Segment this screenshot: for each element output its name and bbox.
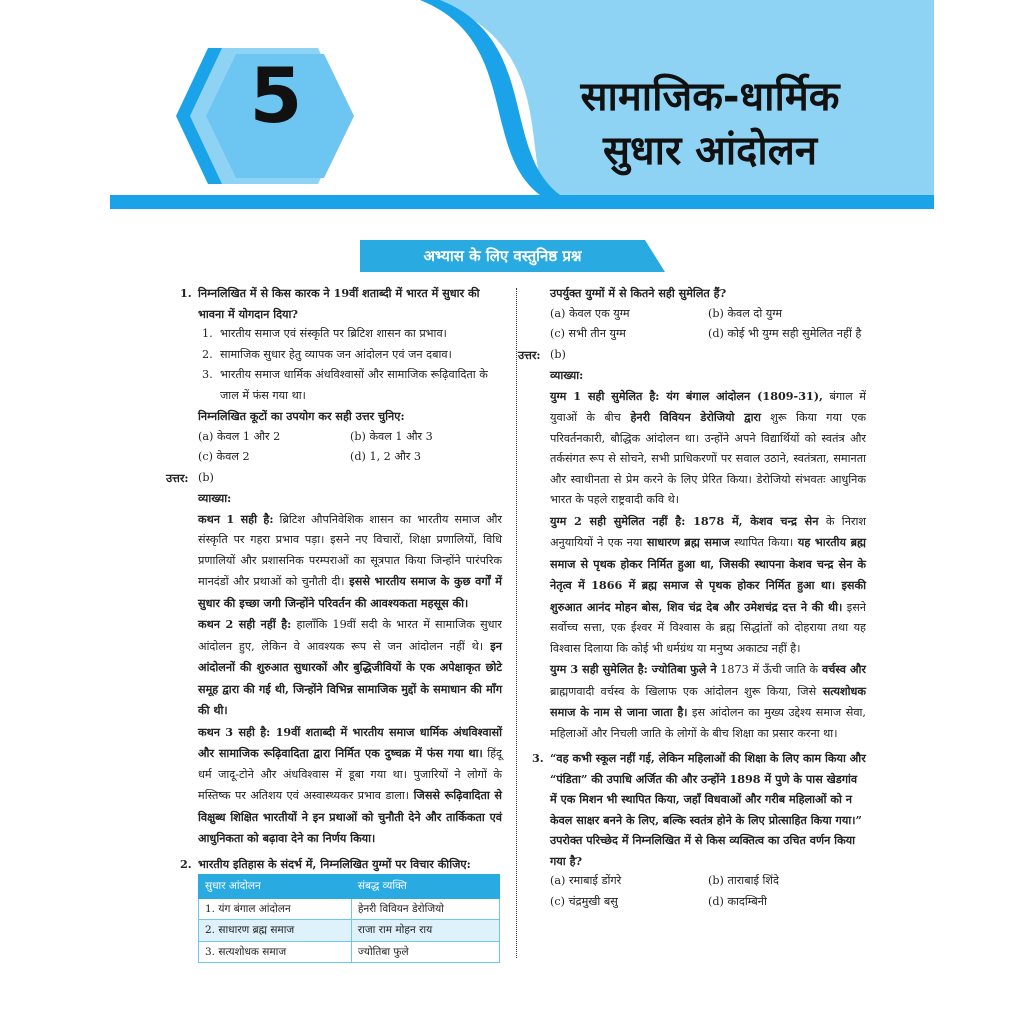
option-c: (c) केवल 2 xyxy=(198,450,250,463)
statement-verdict: कथन 3 सही है: 19वीं शताब्दी में भारतीय समाज धार्मिक अंधविश्वासों और सामाजिक रूढ़िवादिता द्वारा निर्मित एक दुष्चक्र में फंस गया था। xyxy=(198,724,502,760)
left-column xyxy=(168,283,502,963)
statement-verdict: कथन 2 सही नहीं है: xyxy=(198,617,292,631)
paragraph-highlight: यह भारतीय ब्रह्म समाज से पृथक होकर निर्मित हुआ था, जिसकी स्थापना केशव चन्द्र सेन के नेतृत्व में 1866 में ब्रह्म समाज से पृथक होकर निर्मित हुआ था। इसकी शुरुआत आनंद मोहन बोस, शिव चंद्र देब और उमेशचंद्र दत्त ने की थी। xyxy=(550,535,866,614)
option-d: (d) 1, 2 और 3 xyxy=(350,450,422,463)
question-text: निम्नलिखित में से किस कारक ने 19वीं शताब्दी में भारत में सुधार की भावना में योगदान दिया? xyxy=(198,286,480,321)
statement-verdict: कथन 1 सही है: xyxy=(198,511,274,526)
options xyxy=(550,871,866,912)
question-1 xyxy=(168,283,502,324)
chapter-title-line1: सामाजिक-धार्मिक xyxy=(580,74,840,120)
paragraph-highlight: हेनरी विवियन डेरोजियो द्वारा xyxy=(620,410,761,424)
paragraph-text: स्थापित किया। xyxy=(729,536,794,549)
statement-text: भारतीय समाज एवं संस्कृति पर ब्रिटिश शासन का प्रभाव। xyxy=(220,327,447,340)
pair-verdict: युग्म 3 सही सुमेलित है: ज्योतिबा फुले ने xyxy=(550,662,717,676)
explanation-paragraph xyxy=(168,722,502,850)
explanation-paragraph xyxy=(520,659,866,744)
paragraph-text: ब्रिटिश औपनिवेशिक शासन का भारतीय समाज और संस्कृति पर गहरा प्रभाव पड़ा। इसने नए विचारों, शिक्षा प्रणालियों, विधि प्रणालियों और प्रशासनिक परम्पराओं का सूत्रपात किया जिन्होंने पारंपरिक मानदंडों और प्रथाओं को चुनौती दी। xyxy=(198,512,503,588)
question-3 xyxy=(520,748,866,830)
statement-number: 2. xyxy=(202,347,213,361)
option-a: (a) केवल 1 और 2 xyxy=(198,429,281,443)
option-a: (a) केवल एक युग्म xyxy=(550,306,630,320)
answer-label: उत्तर: xyxy=(518,347,541,362)
question-text: उपरोक्त परिच्छेद में निम्नलिखित में से किस व्यक्तित्व का उचित वर्णन किया गया है? xyxy=(550,833,856,868)
option-d: (d) कोई भी युग्म सही सुमेलित नहीं है xyxy=(708,327,862,340)
option-a: (a) रमाबाई डोंगरे xyxy=(550,874,622,887)
paragraph-highlight: इससे भारतीय समाज के कुछ वर्गों में सुधार की इच्छा जगी जिन्होंने परिवर्तन की आवश्यकता महसूस की। xyxy=(198,574,502,610)
table-cell: हेनरी विवियन डेरोजियो xyxy=(351,898,499,920)
option-c: (c) चंद्रमुखी बसु xyxy=(550,894,618,908)
answer-value: (b) xyxy=(198,470,214,484)
table-cell: राजा राम मोहन राय xyxy=(351,920,499,942)
table-cell: 2. साधारण ब्रह्म समाज xyxy=(199,920,352,942)
statement-number: 1. xyxy=(202,327,213,340)
option-b: (b) ताराबाई शिंदे xyxy=(708,874,779,887)
paragraph-highlight: वर्चस्व और xyxy=(818,662,866,676)
table-row xyxy=(199,941,500,963)
answer-value: (b) xyxy=(550,347,566,361)
question-followup: उपर्युक्त युग्मों में से कितने सही सुमेलित हैं? xyxy=(550,286,727,300)
paragraph-text: 1873 में ऊँची जाति के xyxy=(716,663,819,676)
pairs-table xyxy=(198,874,500,963)
paragraph-text: शुरू किया गया एक परिवर्तनकारी, बौद्धिक आंदोलन था। उन्होंने अपने विद्यार्थियों को स्वतंत्र और तर्कसंगत रूप से सोचने, सभी प्राधिकरणों पर सवाल उठाने, स्वतंत्रता, समानता और स्वाधीनता से प्रेम करने के लिए प्रेरित किया। डेरोजियो संभवतः आधुनिक भारत के पहले राष्ट्रवादी कवि थे। xyxy=(550,411,867,506)
explanation-paragraph xyxy=(520,386,866,511)
option-d: (d) कादम्बिनी xyxy=(708,894,767,908)
table-row xyxy=(199,920,500,942)
chapter-title xyxy=(520,70,900,178)
answer xyxy=(168,468,502,489)
explanation-paragraph xyxy=(520,511,866,660)
table-cell: 3. सत्यशोधक समाज xyxy=(199,941,352,963)
options xyxy=(198,427,502,468)
table-header: संबद्ध व्यक्ति xyxy=(351,875,499,899)
column-divider xyxy=(516,288,517,958)
chapter-number: 5 xyxy=(249,51,303,140)
chapter-title-line2: सुधार आंदोलन xyxy=(602,128,818,174)
question-number: 2. xyxy=(180,856,192,871)
paragraph-text: बंगाल में युवाओं के बीच xyxy=(550,389,866,424)
explanation-paragraph xyxy=(168,509,502,615)
explanation-paragraph xyxy=(168,614,502,722)
options xyxy=(550,304,866,345)
right-column xyxy=(520,283,866,912)
statement-text: सामाजिक सुधार हेतु व्यापक जन आंदोलन एवं जन दबाव। xyxy=(220,347,452,361)
paragraph-highlight: जिससे रूढ़िवादिता से विक्षुब्ध शिक्षित भारतीयों ने इन प्रथाओं को चुनौती देने और तार्किकता एवं आधुनिकता को बढ़ावा देने का निर्णय किया। xyxy=(198,788,502,845)
table-header-row xyxy=(199,875,500,899)
section-heading-text: अभ्यास के लिए वस्तुनिष्ठ प्रश्न xyxy=(423,247,582,265)
statement-text: भारतीय समाज धार्मिक अंधविश्वासों और सामाजिक रूढ़िवादिता के जाल में फंस गया था। xyxy=(220,368,488,402)
paragraph-text: इसने सर्वोच्च सत्ता, एक ईश्वर में विश्वास के ब्रह्म सिद्धांतों को दोहराया तथा यह विश्वास दिलाया कि कोई भी धर्मग्रंथ या मनुष्य अकाट्य नहीं है। xyxy=(550,600,866,655)
statement xyxy=(198,365,502,406)
pair-verdict: युग्म 2 सही सुमेलित नहीं है: 1878 में, केशव चन्द्र सेन xyxy=(550,513,819,528)
paragraph-highlight: सत्यशोधक समाज के नाम से जाना जाता है। xyxy=(550,683,867,719)
question-number: 3. xyxy=(532,751,544,765)
question-text: भारतीय इतिहास के संदर्भ में, निम्नलिखित युग्मों पर विचार कीजिए: xyxy=(198,856,471,871)
section-heading xyxy=(360,240,665,272)
paragraph-text: इस आंदोलन का मुख्य उद्देश्य समाज सेवा, महिलाओं और निचली जाति के लोगों के बीच शिक्षा का प्रसार करना था। xyxy=(550,706,866,740)
statement-number: 3. xyxy=(202,368,213,381)
table-row xyxy=(199,898,500,920)
question-quote: “वह कभी स्कूल नहीं गई, लेकिन महिलाओं की शिक्षा के लिए काम किया और “पंडिता” की उपाधि अर्जित की और उन्होंने 1898 में पुणे के पास खेडगांव में एक मिशन भी स्थापित किया, जहाँ विधवाओं और गरीब महिलाओं को न केवल साक्षर बनने के लिए, बल्कि स्वतंत्र होने के लिए प्रोत्साहित किया गया।” xyxy=(550,751,866,827)
instruction: निम्नलिखित कूटों का उपयोग कर सही उत्तर चुनिए: xyxy=(198,409,405,423)
table-header: सुधार आंदोलन xyxy=(199,875,352,899)
option-b: (b) केवल दो युग्म xyxy=(708,306,783,320)
option-b: (b) केवल 1 और 3 xyxy=(350,429,433,443)
statement xyxy=(198,324,502,345)
answer xyxy=(520,345,866,366)
table-cell: 1. यंग बंगाल आंदोलन xyxy=(199,898,352,920)
explanation-label: व्याख्या: xyxy=(198,491,232,505)
statement xyxy=(198,345,502,366)
table-cell: ज्योतिबा फुले xyxy=(351,941,499,963)
paragraph-highlight: साधारण ब्रह्म समाज xyxy=(642,535,730,549)
paragraph-highlight: इन आंदोलनों की शुरुआत सुधारकों और बुद्धिजीवियों के एक अपेक्षाकृत छोटे समूह द्वारा की गई थी, जिन्होंने विभिन्न सामाजिक मुद्दों के समाधान की माँग की थी। xyxy=(198,638,502,717)
answer-label: उत्तर: xyxy=(166,470,189,485)
question-number: 1. xyxy=(180,286,192,300)
pair-verdict: युग्म 1 सही सुमेलित है: यंग बंगाल आंदोलन (1809-31), xyxy=(550,388,823,403)
paragraph-text: के निराश अनुयायियों ने एक नया xyxy=(550,514,866,549)
question-2 xyxy=(168,854,502,875)
paragraph-text: हालाँकि 19वीं सदी के भारत में सामाजिक सुधार आंदोलन हुए, लेकिन वे आवश्यक रूप से जन आंदोलन नहीं थे। xyxy=(198,618,502,653)
explanation-label: व्याख्या: xyxy=(550,368,584,382)
option-c: (c) सभी तीन युग्म xyxy=(550,327,626,340)
paragraph-text: हिंदू धर्म जादू-टोने और अंधविश्वास में डूबा गया था। पुजारियों ने लोगों के मस्तिष्क पर अतिशय एवं अस्वास्थ्यकर प्रभाव डाला। xyxy=(198,747,502,802)
paragraph-text: ब्राह्मणवादी वर्चस्व के खिलाफ एक आंदोलन शुरू किया, जिसे xyxy=(550,684,817,698)
